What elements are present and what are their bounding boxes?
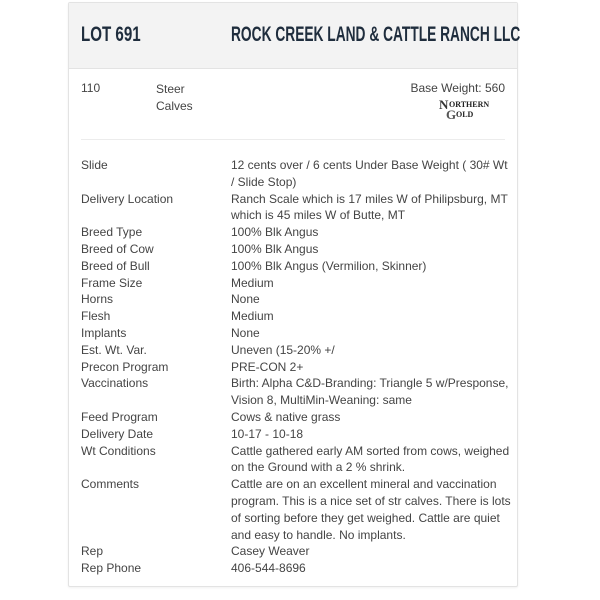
detail-row-rep-phone: [81, 560, 511, 577]
detail-label: Breed of Cow: [81, 241, 154, 256]
detail-row-slide: [81, 157, 511, 191]
detail-value: 100% Blk Angus: [231, 241, 319, 256]
detail-row-breed-of-bull: [81, 258, 511, 275]
detail-label: Wt Conditions: [81, 443, 156, 458]
detail-label: Comments: [81, 477, 140, 492]
detail-row-horns: [81, 291, 511, 308]
detail-value: PRE-CON 2+: [231, 359, 304, 374]
detail-row-vaccinations: [81, 375, 511, 409]
detail-row-implants: [81, 325, 511, 342]
detail-row-delivery-location: [81, 191, 511, 225]
svg-text:N: N: [439, 98, 449, 112]
detail-row-breed-of-cow: [81, 241, 511, 258]
detail-label: Precon Program: [81, 359, 169, 374]
lot-details: [81, 157, 511, 577]
consignor-name: ROCK CREEK LAND & CATTLE RANCH LLC: [231, 23, 521, 46]
detail-label: Flesh: [81, 309, 111, 324]
detail-row-breed-type: [81, 224, 511, 241]
svg-text:G: G: [446, 107, 457, 120]
detail-value: 406-544-8696: [231, 561, 306, 576]
detail-label: Delivery Date: [81, 426, 154, 441]
head-count: 110: [81, 81, 101, 95]
lot-number: LOT 691: [81, 23, 141, 46]
detail-label: Breed Type: [81, 225, 143, 240]
detail-value: Cattle are on an excellent mineral and vaccination program. This is a nice set of str calves. There is lots of sorting before they get weighed. Cattle are quiet and easy to handle. No implants.: [231, 477, 511, 542]
detail-value: Cows & native grass: [231, 409, 341, 424]
detail-value: None: [231, 292, 260, 307]
lot-summary: [81, 69, 505, 140]
detail-value: Ranch Scale which is 17 miles W of Philipsburg, MT which is 45 miles W of Butte, MT: [231, 191, 508, 223]
detail-row-delivery-date: [81, 426, 511, 443]
detail-row-frame-size: [81, 275, 511, 292]
detail-label: Feed Program: [81, 409, 158, 424]
detail-label: Vaccinations: [81, 376, 149, 391]
detail-label: Rep Phone: [81, 561, 142, 576]
detail-row-feed-program: [81, 409, 511, 426]
detail-value: 12 cents over / 6 cents Under Base Weight ( 30# Wt / Slide Stop): [231, 158, 508, 189]
detail-value: Uneven (15-20% +/: [231, 342, 335, 357]
svg-text:ORTHERN: ORTHERN: [449, 100, 490, 109]
detail-label: Breed of Bull: [81, 258, 150, 273]
detail-label: Rep: [81, 544, 104, 559]
detail-row-comments: [81, 476, 511, 543]
detail-value: 100% Blk Angus: [231, 225, 319, 240]
cattle-type: Steer Calves: [156, 82, 193, 113]
detail-row-est-wt-var: [81, 342, 511, 359]
detail-label: Frame Size: [81, 275, 143, 290]
detail-label: Implants: [81, 325, 127, 340]
detail-row-wt-conditions: [81, 443, 511, 477]
detail-value: Casey Weaver: [231, 544, 310, 559]
detail-row-rep: [81, 543, 511, 560]
detail-value: Cattle gathered early AM sorted from cows, weighed on the Ground with a 2 % shrink.: [231, 443, 510, 475]
detail-value: Medium: [231, 275, 274, 290]
detail-value: 100% Blk Angus (Vermilion, Skinner): [231, 258, 427, 273]
detail-label: Slide: [81, 158, 108, 172]
detail-label: Est. Wt. Var.: [81, 342, 147, 357]
detail-label: Delivery Location: [81, 191, 174, 206]
detail-row-precon-program: [81, 359, 511, 376]
lot-header: [69, 3, 521, 69]
svg-text:OLD: OLD: [456, 110, 474, 119]
northern-gold-logo-icon: [437, 98, 505, 120]
base-weight: Base Weight: 560: [410, 81, 505, 95]
lot-card: [68, 2, 521, 587]
detail-value: 10-17 - 10-18: [231, 426, 304, 441]
detail-label: Horns: [81, 292, 114, 307]
detail-value: Medium: [231, 309, 274, 324]
detail-value: Birth: Alpha C&D-Branding: Triangle 5 w/Presponse, Vision 8, MultiMin-Weaning: same: [231, 376, 509, 408]
detail-row-flesh: [81, 308, 511, 325]
detail-value: None: [231, 325, 260, 340]
